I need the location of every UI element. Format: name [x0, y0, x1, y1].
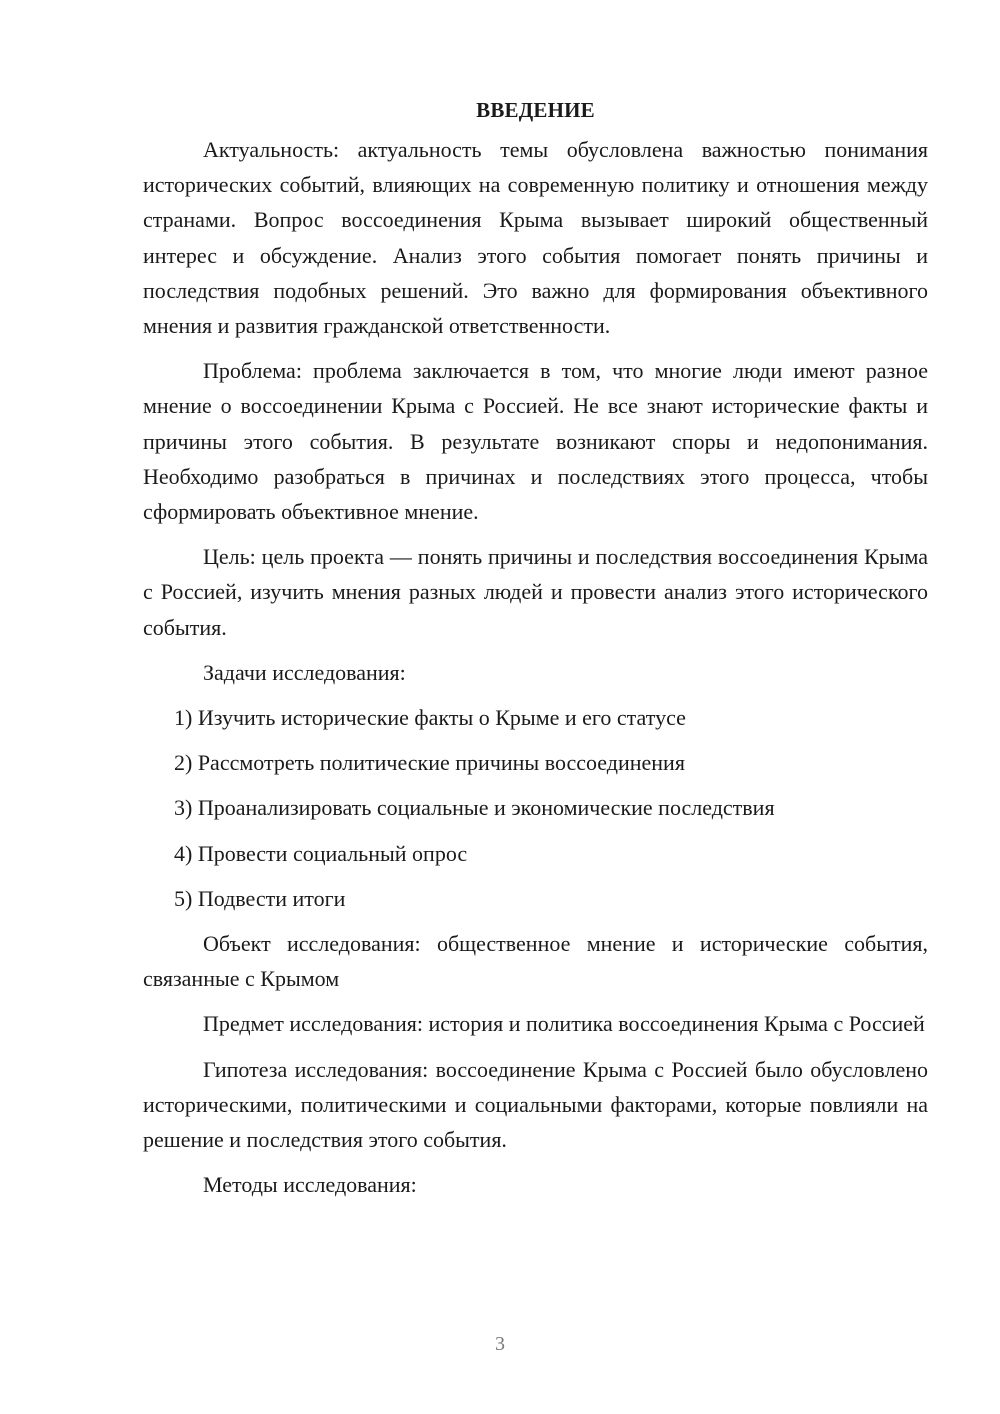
section-title: ВВЕДЕНИЕ: [476, 98, 595, 122]
document-page: [143, 92, 928, 1212]
tasks-list: [143, 700, 928, 916]
task-item: 3) Проанализировать социальные и экономические последствия: [174, 795, 775, 821]
problem-paragraph: Проблема: проблема заключается в том, что многие люди имеют разное мнение о воссоединении Крыма с Россией. Не все знают исторические факты и причины этого события. В результате возникают споры и недопонимания. Необходимо разобраться в причинах и последствиях этого процесса, чтобы сформировать объективное мнение.: [143, 358, 928, 525]
task-item: 2) Рассмотреть политические причины воссоединения: [174, 750, 685, 776]
tasks-heading: Задачи исследования:: [203, 659, 406, 685]
object-paragraph: Объект исследования: общественное мнение и исторические события, связанные с Крымом: [143, 931, 928, 992]
relevance-paragraph: Актуальность: актуальность темы обусловлена важностью понимания исторических событий, влияющих на современную политику и отношения между странами. Вопрос воссоединения Крыма вызывает широкий общественный интерес и обсуждение. Анализ этого события помогает понять причины и последствия подобных решений. Это важно для формирования объективного мнения и развития гражданской ответственности.: [143, 137, 928, 339]
task-item: 5) Подвести итоги: [174, 885, 346, 911]
hypothesis-paragraph: Гипотеза исследования: воссоединение Крыма с Россией было обусловлено историческими, политическими и социальными факторами, которые повлияли на решение и последствия этого события.: [143, 1056, 928, 1153]
task-item: 1) Изучить исторические факты о Крыме и его статусе: [174, 705, 686, 731]
methods-heading: Методы исследования:: [203, 1172, 417, 1198]
subject-paragraph: Предмет исследования: история и политика воссоединения Крыма с Россией: [203, 1011, 925, 1037]
goal-paragraph: Цель: цель проекта — понять причины и последствия воссоединения Крыма с Россией, изучить мнения разных людей и провести анализ этого исторического события.: [143, 544, 928, 640]
page-number: 3: [495, 1333, 505, 1355]
task-item: 4) Провести социальный опрос: [174, 840, 468, 866]
